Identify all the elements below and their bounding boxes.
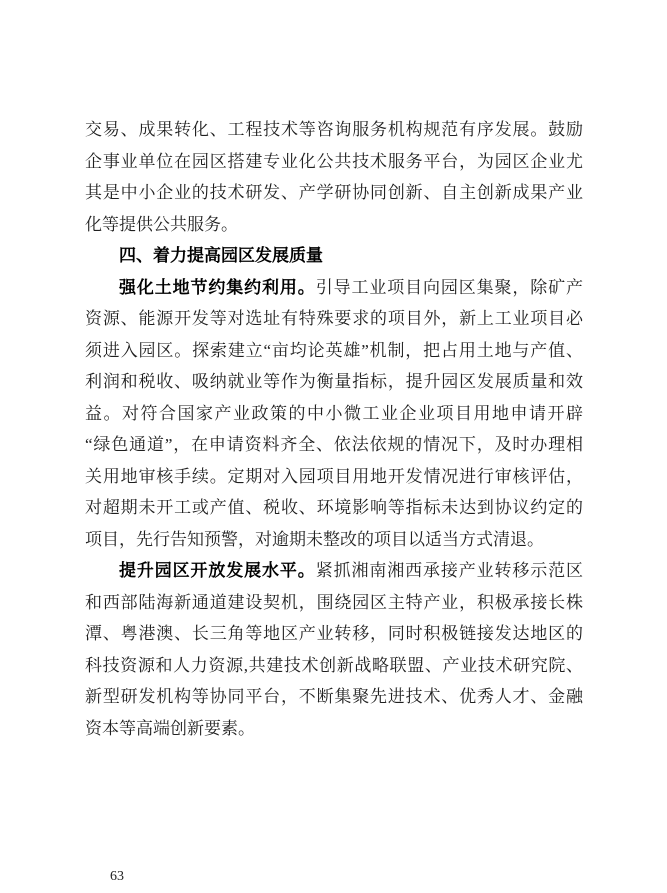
body-text-segment: 紧抓湘南湘西承接产业转移示范区 [315,561,583,580]
body-text-segment: 关用地审核手续。定期对入园项目用地开发情况进行审核评估， [85,466,583,486]
body-text-segment: 对超期未开工或产值、税收、环境影响等指标未达到协议约定的 [85,498,583,517]
body-text-segment: 须进入园区。探索建立“亩均论英雄”机制，把占用土地与产值、 [85,340,583,360]
body-text-segment: 其是中小企业的技术研发、产学研协同创新、自主创新成果产业 [85,183,583,202]
body-text-segment: 资本等高端创新要素。 [85,718,255,738]
body-text-segment: 潭、粤港澳、长三角等地区产业转移，同时积极链接发达地区的 [85,624,583,643]
body-text-segment: 利润和税收、吸纳就业等作为衡量指标，提升园区发展质量和效 [85,372,583,391]
body-text-segment: 企事业单位在园区搭建专业化公共技术服务平台，为园区企业尤 [85,151,583,171]
body-text-segment: “绿色通道”，在申请资料齐全、依法依规的情况下，及时办理相 [85,435,583,454]
body-text-segment: 引导工业项目向园区集聚，除矿产 [315,277,583,297]
text-line [85,146,583,178]
body-text-segment: 化等提供公共服务。 [85,214,238,234]
text-line [85,177,583,209]
text-line [85,209,583,241]
text-line [85,555,583,587]
text-line [85,492,583,524]
body-text-segment: 新型研发机构等协同平台，不断集聚先进技术、优秀人才、金融 [85,687,583,706]
text-line [85,618,583,650]
text-line [85,366,583,398]
text-line [85,461,583,493]
text-line [85,524,583,556]
bold-lead-text: 强化土地节约集约利用。 [119,277,316,297]
document-body [85,114,583,744]
text-line [85,335,583,367]
body-text-segment: 科技资源和人力资源,共建技术创新战略联盟、产业技术研究院、 [85,655,583,675]
text-line [85,681,583,713]
bold-lead-text: 四、着力提高园区发展质量 [119,246,323,265]
body-text-segment: 项目，先行告知预警，对逾期未整改的项目以适当方式清退。 [85,529,544,549]
text-line [85,114,583,146]
text-line [85,398,583,430]
text-line [85,650,583,682]
text-line [85,587,583,619]
text-line [85,303,583,335]
text-line [85,272,583,304]
body-text-segment: 和西部陆海新通道建设契机，围绕园区主特产业，积极承接长株 [85,592,583,612]
body-text-segment: 资源、能源开发等对选址有特殊要求的项目外，新上工业项目必 [85,309,583,328]
body-text-segment: 益。对符合国家产业政策的中小微工业企业项目用地申请开辟 [85,403,583,423]
bold-lead-text: 提升园区开放发展水平。 [119,561,316,580]
page-number: 63 [110,869,124,884]
text-line [85,429,583,461]
section-heading [85,240,583,272]
body-text-segment: 交易、成果转化、工程技术等咨询服务机构规范有序发展。鼓励 [85,120,583,139]
text-line [85,713,583,745]
